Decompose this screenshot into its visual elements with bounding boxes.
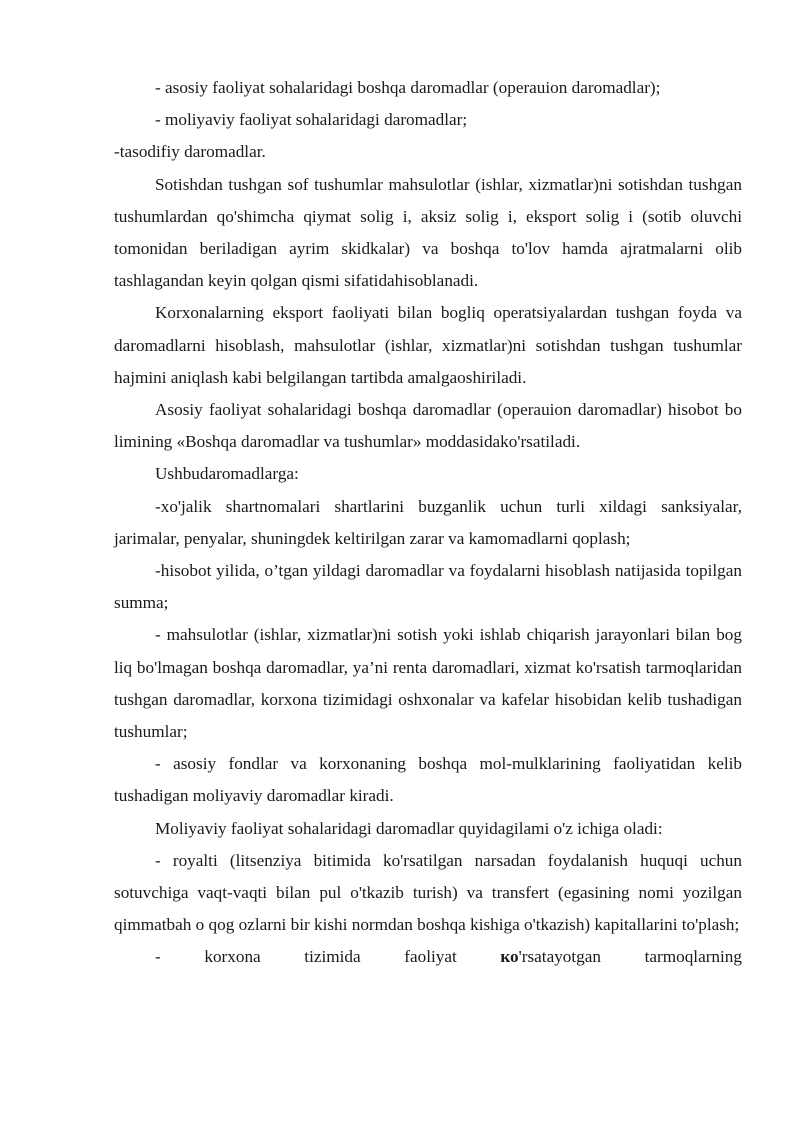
paragraph-1: - asosiy faoliyat sohalaridagi boshqa daromadlar (operauion daromadlar);: [155, 78, 661, 97]
paragraph-12: Moliyaviy faoliyat sohalaridagi daromadlar quyidagilami o'z ichiga oladi:: [155, 818, 663, 838]
paragraph-6: Asosiy faoliyat sohalaridagi boshqa daromadlar (operauion daromadlar) hisobot bo limining «Boshqa daromadlar va tushumlar» moddasidako'rsatiladi.: [114, 400, 742, 452]
paragraph-14-bold-fragment: ко: [500, 947, 519, 967]
paragraph-2: - moliyaviy faoliyat sohalaridagi daromadlar;: [155, 110, 468, 130]
paragraph-14-suffix: 'rsatayotgan tarmoqlarning: [518, 947, 742, 967]
paragraph-14-prefix: - korxona tizimida faoliyat: [155, 947, 501, 967]
paragraph-5: Korxonalarning eksport faoliyati bilan bogliq operatsiyalardan tushgan foyda va daromadlarni hisoblash, mahsulotlar (ishlar, xizmatlar)ni sotishdan tushgan tushumlar hajmini aniqlash kabi belgilangan tartibda amalgaoshiriladi.: [114, 303, 742, 387]
paragraph-8: -xo'jalik shartnomalari shartlarini buzganlik uchun turli xildagi sanksiyalar, jarimalar, penyalar, shuningdek keltirilgan zarar va kamomadlarni qoplash;: [114, 496, 742, 548]
paragraph-9: -hisobot yilida, o’tgan yildagi daromadlar va foydalarni hisoblash natijasida topilgan summa;: [114, 561, 742, 613]
paragraph-3: -tasodifiy daromadlar.: [114, 142, 266, 162]
document-page: [114, 72, 742, 974]
paragraph-13: - royalti (litsenziya bitimida ko'rsatilgan narsadan foydalanish huquqi uchun sotuvchiga vaqt-vaqti bilan pul o'tkazib turish) va transfert (egasining nomi yozilgan qimmatbah o qog ozlarni bir kishi normdan boshqa kishiga o'tkazish) kapitallarini to'plash;: [114, 850, 742, 935]
paragraph-10: - mahsulotlar (ishlar, xizmatlar)ni sotish yoki ishlab chiqarish jarayonlari bilan bog liq bo'lmagan boshqa daromadlar, ya’ni renta daromadlari, xizmat ko'rsatish tarmoqlaridan tushgan daromadlar, korxona tizimidagi oshxonalar va kafelar hisobidan kelib tushadigan tushumlar;: [114, 625, 742, 742]
paragraph-7: Ushbudaromadlarga:: [155, 464, 299, 484]
paragraph-14: [114, 941, 742, 973]
paragraph-11: - asosiy fondlar va korxonaning boshqa mol-mulklarining faoliyatidan kelib tushadigan moliyaviy daromadlar kiradi.: [114, 754, 742, 806]
paragraph-4: Sotishdan tushgan sof tushumlar mahsulotlar (ishlar, xizmatlar)ni sotishdan tushgan tushumlardan qo'shimcha qiymat solig i, aksiz solig i, eksport solig i (sotib oluvchi tomonidan beriladigan ayrim skidkalar) va boshqa to'lov hamda ajratmalarni olib tashlagandan keyin qolgan qismi sifatidahisoblanadi.: [114, 174, 742, 291]
